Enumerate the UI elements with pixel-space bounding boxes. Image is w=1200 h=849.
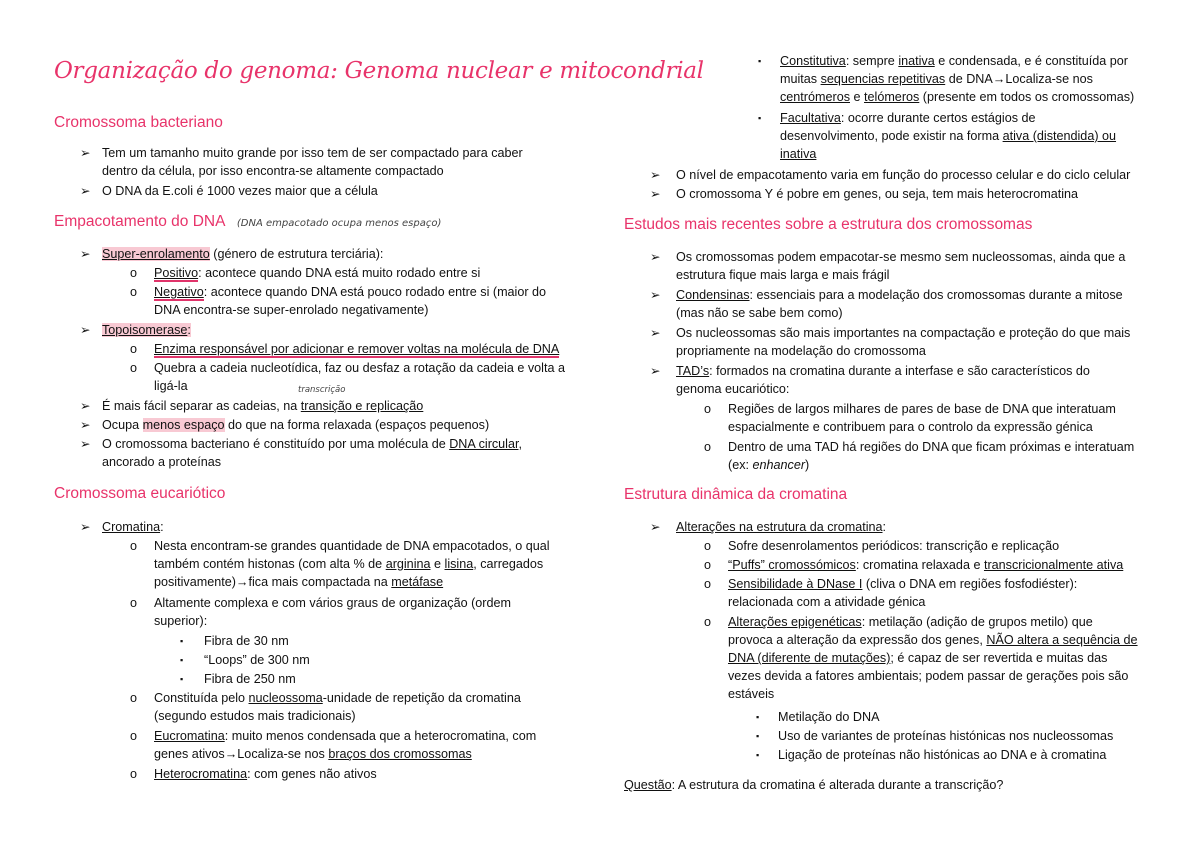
- list-item-bacteriano-circular: O cromossoma bacteriano é constituído por uma molécula de DNA circular, ancorado a proteínas: [102, 437, 522, 469]
- square-bullet-icon: ▪: [756, 750, 760, 760]
- square-bullet-icon: ▪: [758, 56, 762, 66]
- term-condensinas: Condensinas: [676, 288, 750, 302]
- list-item-regioes: Regiões de largos milhares de pares de base de DNA que interatuam espacialmente e contribuem para o controlo da expressão génica: [728, 402, 1116, 434]
- term-topoisomerase: Topoisomerase: [102, 323, 188, 337]
- arrow-bullet-icon: ➢: [80, 520, 91, 534]
- circle-bullet-icon: o: [704, 402, 712, 416]
- list-item-epigeneticas: Alterações epigenéticas: metilação (adição de grupos metilo) que provoca a alteração da expressão dos genes, NÃO altera a sequência de DNA (diferente de mutações); é capaz de ser revertida e muitas das vezes devida a fatores ambientais; podem passar de gerações pois são estáveis: [728, 615, 1138, 701]
- term-nucleossoma: nucleossoma: [248, 691, 323, 705]
- arrow-bullet-icon: ➢: [80, 418, 91, 432]
- circle-bullet-icon: o: [130, 767, 138, 781]
- circle-bullet-icon: o: [130, 342, 138, 356]
- arrow-bullet-icon: ➢: [80, 323, 91, 337]
- arrow-bullet-icon: ➢: [650, 250, 661, 264]
- term-transicao: transição e replicação: [300, 399, 424, 413]
- handwritten-note: (DNA empacotado ocupa menos espaço): [236, 218, 442, 229]
- circle-bullet-icon: o: [130, 596, 138, 610]
- term-eucromatina: Eucromatina: [154, 729, 225, 743]
- arrow-bullet-icon: ➢: [650, 326, 661, 340]
- square-bullet-icon: ▪: [180, 636, 184, 646]
- page-title: Organização do genoma: Genoma nuclear e mitocondrial: [54, 58, 704, 84]
- list-item-enzima: Enzima responsável por adicionar e remover voltas na molécula de DNA: [154, 342, 560, 356]
- list-item-complexa: Altamente complexa e com vários graus de organização (ordem superior):: [154, 596, 511, 628]
- section-heading-cromossoma-eucariotico: Cromossoma eucariótico: [54, 485, 226, 502]
- list-item-cromossoma-y: O cromossoma Y é pobre em genes, ou seja, tem mais heterocromatina: [676, 187, 1079, 201]
- list-item-sem-nucleossomas: Os cromossomas podem empacotar-se mesmo sem nucleossomas, ainda que a estrutura fique mais larga e mais frágil: [676, 250, 1126, 282]
- term-questao: Questão: [624, 778, 672, 792]
- list-item-constitutiva: Constitutiva: sempre inativa e condensada, e é constituída por muitas sequencias repetitivas de DNA→Localiza-se nos centrómeros e telómeros (presente em todos os cromossomas): [780, 54, 1135, 104]
- arrow-bullet-icon: ➢: [650, 288, 661, 302]
- list-item-negativo: Negativo: acontece quando DNA está pouco rodado entre si (maior do DNA encontra-se super-enrolado negativamente): [154, 285, 547, 317]
- list-item-sensibilidade: Sensibilidade à DNase I (cliva o DNA em regiões fosfodiéster): relacionada com a atividade génica: [728, 577, 1078, 609]
- list-item-ocupa: Ocupa menos espaço do que na forma relaxada (espaços pequenos): [102, 418, 490, 432]
- arrow-bullet-icon: ➢: [650, 187, 661, 201]
- circle-bullet-icon: o: [704, 615, 712, 629]
- term-dna-circular: DNA circular: [449, 437, 519, 451]
- list-item-tamanho: Tem um tamanho muito grande por isso tem de ser compactado para caber dentro da célula, por isso encontra-se altamente compactado: [102, 146, 523, 178]
- term-super-enrolamento: Super-enrolamento: [102, 247, 210, 261]
- circle-bullet-icon: o: [130, 539, 138, 553]
- square-bullet-icon: ▪: [758, 113, 762, 123]
- list-item-ligacao: Ligação de proteínas não histónicas ao DNA e à cromatina: [778, 748, 1107, 762]
- question-line: Questão: A estrutura da cromatina é alterada durante a transcrição?: [624, 778, 1004, 792]
- circle-bullet-icon: o: [704, 558, 712, 572]
- circle-bullet-icon: o: [704, 440, 712, 454]
- term-positivo: Positivo: [154, 266, 199, 280]
- list-item-nivel: O nível de empacotamento varia em função do processo celular e do ciclo celular: [676, 168, 1131, 182]
- section-heading-cromossoma-bacteriano: Cromossoma bacteriano: [54, 114, 223, 131]
- circle-bullet-icon: o: [704, 539, 712, 553]
- section-heading-estudos: Estudos mais recentes sobre a estrutura dos cromossomas: [624, 216, 1033, 233]
- list-item-quebra: Quebra a cadeia nucleotídica, faz ou desfaz a rotação da cadeia e volta a ligá-la: [154, 361, 565, 393]
- list-item-fibra-30: Fibra de 30 nm: [204, 634, 289, 648]
- list-item-ecoli: O DNA da E.coli é 1000 vezes maior que a célula: [102, 184, 378, 198]
- circle-bullet-icon: o: [130, 691, 138, 705]
- arrow-bullet-icon: ➢: [650, 168, 661, 182]
- term-epigeneticas: Alterações epigenéticas: [728, 615, 862, 629]
- square-bullet-icon: ▪: [756, 731, 760, 741]
- arrow-bullet-icon: ➢: [80, 437, 91, 451]
- list-item-nucleossomas: Os nucleossomas são mais importantes na compactação e proteção do que mais propriamente na modelação do cromossoma: [676, 326, 1131, 358]
- arrow-bullet-icon: ➢: [80, 184, 91, 198]
- arrow-bullet-icon: ➢: [650, 520, 661, 534]
- list-item-topoisomerase: Topoisomerase:: [102, 323, 191, 337]
- list-item-sofre: Sofre desenrolamentos periódicos: transcrição e replicação: [728, 539, 1060, 553]
- circle-bullet-icon: o: [704, 577, 712, 591]
- list-item-nucleossoma: Constituída pelo nucleossoma-unidade de repetição da cromatina (segundo estudos mais tradicionais): [154, 691, 521, 723]
- list-item-alteracoes: Alterações na estrutura da cromatina:: [676, 520, 887, 534]
- arrow-bullet-icon: ➢: [80, 399, 91, 413]
- list-item-fibra-250: Fibra de 250 nm: [204, 672, 296, 686]
- term-alteracoes: Alterações na estrutura da cromatina: [676, 520, 883, 534]
- list-item-encontram: Nesta encontram-se grandes quantidade de DNA empacotados, o qual também contém histonas (com alta % de arginina e lisina, carregados positivamente)→fica mais compactada na metáfase: [154, 539, 550, 589]
- circle-bullet-icon: o: [130, 266, 138, 280]
- list-item-cromatina: Cromatina:: [102, 520, 164, 534]
- arrow-bullet-icon: ➢: [80, 146, 91, 160]
- list-item-facil: É mais fácil separar as cadeias, na transição e replicação: [102, 399, 424, 413]
- square-bullet-icon: ▪: [180, 655, 184, 665]
- circle-bullet-icon: o: [130, 361, 138, 375]
- list-item-heterocromatina: Heterocromatina: com genes não ativos: [154, 767, 377, 781]
- square-bullet-icon: ▪: [756, 712, 760, 722]
- list-item-positivo: Positivo: acontece quando DNA está muito rodado entre si: [154, 266, 481, 280]
- list-item-facultativa: Facultativa: ocorre durante certos estágios de desenvolvimento, pode existir na forma ativa (distendida) ou inativa: [780, 111, 1117, 161]
- list-item-variantes: Uso de variantes de proteínas histónicas nos nucleossomas: [778, 729, 1114, 743]
- term-tads: TAD’s: [676, 364, 710, 378]
- arrow-bullet-icon: ➢: [80, 247, 91, 261]
- list-item-metilacao: Metilação do DNA: [778, 710, 880, 724]
- term-negativo: Negativo: [154, 285, 204, 299]
- arrow-bullet-icon: ➢: [650, 364, 661, 378]
- highlight-menos-espaco: menos espaço: [142, 418, 225, 432]
- list-item-super-enrolamento: Super-enrolamento (género de estrutura terciária):: [102, 247, 384, 261]
- term-constitutiva: Constitutiva: [780, 54, 846, 68]
- section-heading-empacotamento: Empacotamento do DNA (DNA empacotado ocupa menos espaço): [54, 213, 442, 230]
- list-item-puffs: “Puffs” cromossómicos: cromatina relaxada e transcricionalmente ativa: [728, 558, 1124, 572]
- circle-bullet-icon: o: [130, 285, 138, 299]
- square-bullet-icon: ▪: [180, 674, 184, 684]
- list-item-condensinas: Condensinas: essenciais para a modelação dos cromossomas durante a mitose (mas não se sabe bem como): [676, 288, 1123, 320]
- handwritten-note-transcricao: transcrição: [298, 385, 346, 395]
- circle-bullet-icon: o: [130, 729, 138, 743]
- section-heading-estrutura-dinamica: Estrutura dinâmica da cromatina: [624, 486, 848, 503]
- list-item-tads: TAD’s: formados na cromatina durante a interfase e são característicos do genoma eucariótico:: [676, 364, 1090, 396]
- list-item-loops: “Loops” de 300 nm: [204, 653, 310, 667]
- list-item-dentro-tad: Dentro de uma TAD há regiões do DNA que ficam próximas e interatuam (ex: enhancer): [728, 440, 1135, 472]
- list-item-eucromatina: Eucromatina: muito menos condensada que a heterocromatina, com genes ativos→Localiza-se nos braços dos cromossomas: [154, 729, 537, 761]
- term-heterocromatina: Heterocromatina: [154, 767, 248, 781]
- term-facultativa: Facultativa: [780, 111, 841, 125]
- term-cromatina: Cromatina: [102, 520, 161, 534]
